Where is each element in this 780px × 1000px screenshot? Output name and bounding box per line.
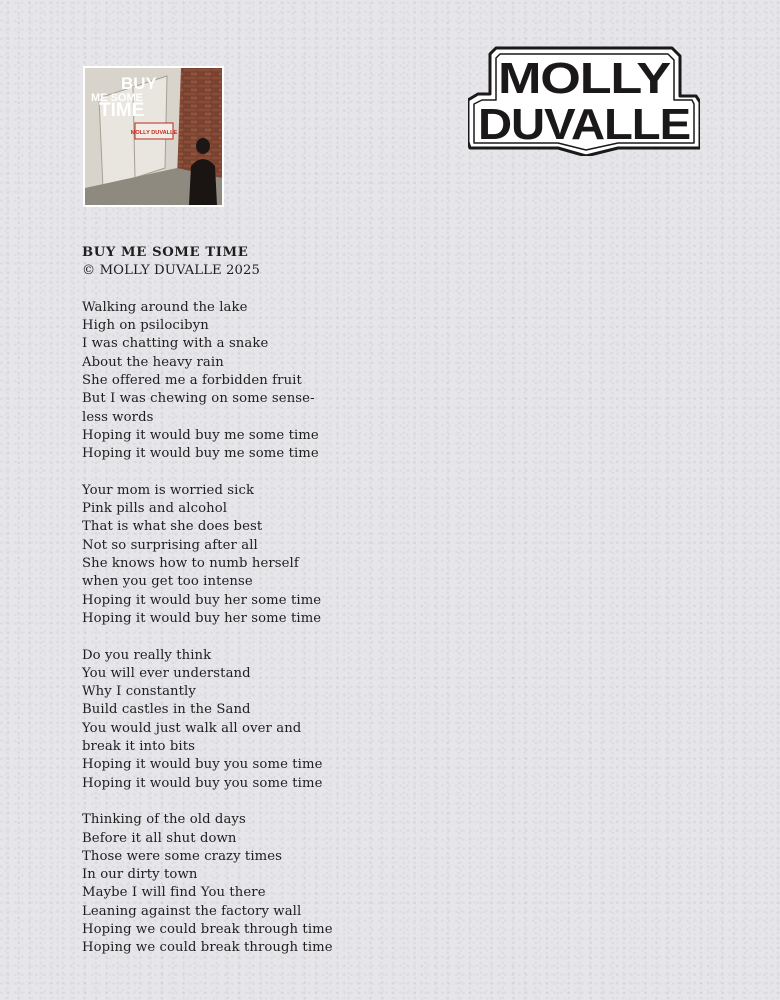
lyric-line: Why I constantly: [82, 684, 196, 700]
lyric-line: Thinking of the old days: [82, 812, 246, 828]
lyric-line: She knows how to numb herself: [82, 556, 299, 572]
lyric-line: break it into bits: [82, 739, 195, 755]
lyric-line: Leaning against the factory wall: [82, 903, 302, 919]
lyric-line: Walking around the lake: [82, 299, 248, 315]
lyric-line: You would just walk all over and: [82, 720, 302, 736]
lyric-line: Hoping it would buy me some time: [82, 446, 319, 462]
lyric-line: Build castles in the Sand: [82, 702, 251, 718]
cover-artist-badge: MOLLY DUVALLE: [130, 130, 178, 136]
lyric-line: About the heavy rain: [82, 354, 224, 370]
lyric-line: Do you really think: [82, 647, 212, 663]
lyric-line: That is what she does best: [82, 519, 263, 535]
lyric-line: Your mom is worried sick: [82, 482, 255, 498]
song-title: BUY ME SOME TIME: [82, 245, 249, 260]
lyric-line: Maybe I will find You there: [82, 885, 266, 901]
lyric-line: I was chatting with a snake: [82, 336, 269, 352]
lyric-line: She offered me a forbidden fruit: [82, 373, 302, 389]
album-cover-art: [85, 68, 222, 205]
copyright-notice: © MOLLY DUVALLE 2025: [82, 263, 260, 279]
lyric-line: Hoping it would buy me some time: [82, 427, 319, 443]
cover-title-word-3: TIME: [99, 100, 145, 121]
stanza-4: [82, 811, 382, 957]
lyric-line: Hoping it would buy her some time: [82, 610, 322, 626]
lyric-line: when you get too intense: [82, 574, 253, 590]
lyrics-sheet: [82, 244, 382, 958]
cover-title-word-1: BUY: [121, 74, 157, 93]
logo-line-2: DUVALLE: [478, 100, 690, 149]
stanza-2: [82, 482, 382, 628]
lyric-line: Not so surprising after all: [82, 537, 258, 553]
lyric-line: less words: [82, 409, 154, 425]
cover-title-word-2: ME SOME: [91, 92, 143, 104]
lyric-line: Hoping it would buy her some time: [82, 592, 322, 608]
lyric-line: Those were some crazy times: [82, 848, 283, 864]
logo-line-1: MOLLY: [498, 54, 671, 103]
lyric-line: Before it all shut down: [82, 830, 237, 846]
lyric-line: Hoping we could break through time: [82, 940, 333, 956]
lyric-line: In our dirty town: [82, 867, 198, 883]
lyric-line: High on psilocibyn: [82, 318, 209, 334]
lyric-line: You will ever understand: [82, 665, 251, 681]
lyric-line: Hoping we could break through time: [82, 921, 333, 937]
lyric-line: But I was chewing on some sense-: [82, 391, 315, 407]
lyric-line: Pink pills and alcohol: [82, 501, 228, 517]
stanza-1: [82, 299, 382, 464]
album-cover: [83, 66, 224, 207]
stanza-3: [82, 647, 382, 793]
lyric-line: Hoping it would buy you some time: [82, 775, 323, 791]
lyric-line: Hoping it would buy you some time: [82, 757, 323, 773]
band-logo: [468, 44, 700, 156]
